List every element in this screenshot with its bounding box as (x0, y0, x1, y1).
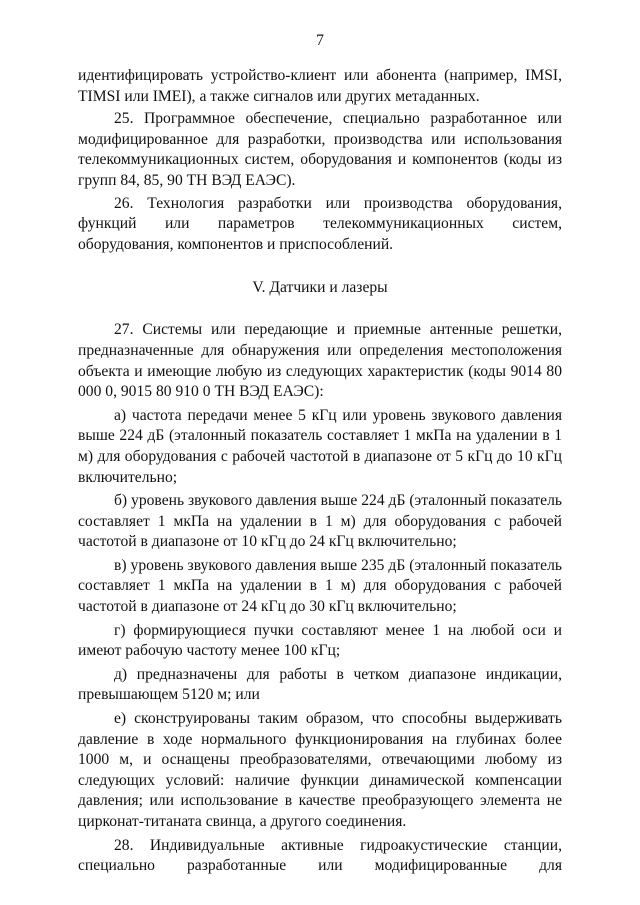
paragraph-continuation: идентифицировать устройство-клиент или абонента (например, IMSI, TIMSI или IMEI), а также сигналов или других метаданных. (78, 67, 562, 105)
paragraph-item-25: 25. Программное обеспечение, специально разработанное или модифицированное для разработки, производства или использования телекоммуникационных систем, оборудования и компонентов (коды из групп 84, 85, 90 ТН ВЭД ЕАЭС). (78, 110, 562, 189)
subitem-d: д) предназначены для работы в четком диапазоне индикации, превышающем 5120 м; или (78, 665, 562, 704)
subitem-a: а) частота передачи менее 5 кГц или уровень звукового давления выше 224 дБ (эталонный показатель составляет 1 мкПа на удалении в 1 м) для оборудования с рабочей частотой в диапазоне от 5 кГц до 10 кГц включительно; (78, 406, 562, 486)
section-heading: V. Датчики и лазеры (252, 279, 388, 297)
paragraph-item-28: 28. Индивидуальные активные гидроакустические станции, специально разработанные или модифицированные для (78, 836, 562, 875)
subitem-b: б) уровень звукового давления выше 224 дБ (эталонный показатель составляет 1 мкПа на удалении в 1 м) для оборудования с рабочей частотой в диапазоне от 10 кГц до 24 кГц включительно; (78, 492, 562, 551)
subitem-g: г) формирующиеся пучки составляют менее 1 на любой оси и имеют рабочую частоту менее 100 кГц; (78, 621, 562, 660)
page-number: 7 (316, 32, 324, 49)
paragraph-item-27: 27. Системы или передающие и приемные антенные решетки, предназначенные для обнаружения или определения местоположения объекта и имеющие любую из следующих характеристик (коды 9014 80 000 0, 9015 80 910 0 ТН ВЭД ЕАЭС): (78, 321, 562, 401)
document-body (78, 66, 562, 877)
subitem-e: е) сконструированы таким образом, что способны выдерживать давление в ходе нормального функционирования на глубинах более 1000 м, и оснащены преобразователями, отвечающими любому из следующих условий: наличие функции динамической компенсации давления; или использование в качестве преобразующего элемента не цирконат-титаната свинца, а другого соединения. (78, 710, 562, 830)
paragraph-item-26: 26. Технология разработки или производства оборудования, функций или параметров телекоммуникационных систем, оборудования, компонентов и приспособлений. (78, 194, 562, 253)
subitem-v: в) уровень звукового давления выше 235 дБ (эталонный показатель составляет 1 мкПа на удалении в 1 м) для оборудования с рабочей частотой в диапазоне от 24 кГц до 30 кГц включительно; (78, 556, 562, 616)
